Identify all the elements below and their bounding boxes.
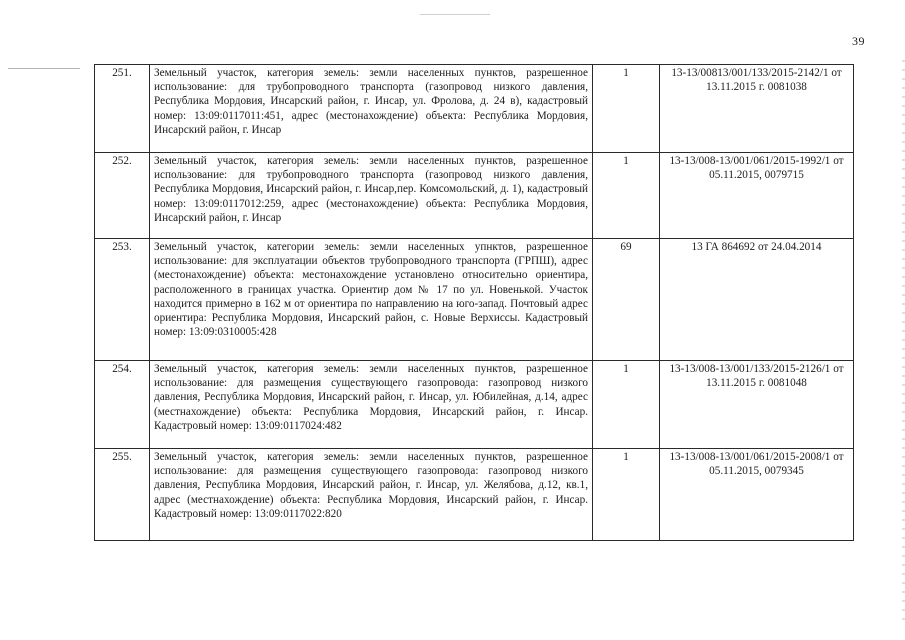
row-description: Земельный участок, категория земель: земли населенных пунктов, разрешенное использование: для размещения существующего газопровода: газопровод низкого давления, Республика Мордовия, Инсарский район, г. Инсар, ул. Юбилейная, д.14, адрес (местнахождение) объекта: Республика Мордовия, Инсарский район, г. Инсар. Кадастровый номер: 13:09:0117024:482	[150, 361, 593, 449]
table-row	[95, 65, 854, 153]
row-area: 1	[593, 65, 660, 153]
property-registry-table	[94, 64, 854, 541]
row-description: Земельный участок, категория земель: земли населенных пунктов, разрешенное использование: для трубопроводного транспорта (газопровод низкого давления, Республика Мордовия, Инсарский район, г. Инсар,пер. Комсомольский, д. 1), кадастровый номер: 13:09:0117012:259, адрес (местонахождение) объекта: Республика Мордовия, Инсарский район, г. Инсар	[150, 153, 593, 239]
table-row	[95, 361, 854, 449]
row-area: 69	[593, 239, 660, 361]
row-registration: 13-13/008-13/001/133/2015-2126/1 от 13.11.2015 г. 0081048	[660, 361, 854, 449]
row-description: Земельный участок, категория земель: земли населенных пунктов, разрешенное использование: для трубопроводного транспорта (газопровод низкого давления, Республика Мордовия, Инсарский район, г. Инсар, ул. Фролова, д. 24 в), кадастровый номер: 13:09:0117011:451, адрес (местонахождение) объекта: Республика Мордовия, Инсарский район, г. Инсар	[150, 65, 593, 153]
table-row	[95, 239, 854, 361]
table-row	[95, 449, 854, 541]
table-row	[95, 153, 854, 239]
row-area: 1	[593, 449, 660, 541]
scan-artifact-left	[8, 68, 80, 69]
row-number: 252.	[95, 153, 150, 239]
scan-artifact-top	[420, 14, 490, 15]
page-number: 39	[852, 34, 865, 48]
row-number: 254.	[95, 361, 150, 449]
row-area: 1	[593, 361, 660, 449]
row-number: 253.	[95, 239, 150, 361]
row-registration: 13-13/008-13/001/061/2015-2008/1 от 05.11.2015, 0079345	[660, 449, 854, 541]
row-description: Земельный участок, категории земель: земли населенных упнктов, разрешенное использование: для эксплуатации объектов трубопроводного транспорта (ГРПШ), адрес (местонахождение) объекта: местонахождение установлено относительно ориентира, расположенного в границах участка. Ориентир дом № 17 по ул. Новенькой. Участок находится примерно в 162 м от ориентира по направлению на юго-запад. Почтовый адрес ориентира: Республика Мордовия, Инсарский район, с. Новые Верхиссы. Кадастровый номер: 13:09:0310005:428	[150, 239, 593, 361]
row-number: 251.	[95, 65, 150, 153]
row-registration: 13-13/00813/001/133/2015-2142/1 от 13.11.2015 г. 0081038	[660, 65, 854, 153]
row-registration: 13 ГА 864692 от 24.04.2014	[660, 239, 854, 361]
row-description: Земельный участок, категория земель: земли населенных пунктов, разрешенное использование: для размещения существующего газопровода: газопровод низкого давления, Республика Мордовия, Инсарский район, г. Инсар, ул. Желябова, д.12, кв.1, адрес (местнахождение) объекта: Республика Мордовия, Инсарский район, г. Инсар. Кадастровый номер: 13:09:0117022:820	[150, 449, 593, 541]
row-registration: 13-13/008-13/001/061/2015-1992/1 от 05.11.2015, 0079715	[660, 153, 854, 239]
row-area: 1	[593, 153, 660, 239]
row-number: 255.	[95, 449, 150, 541]
